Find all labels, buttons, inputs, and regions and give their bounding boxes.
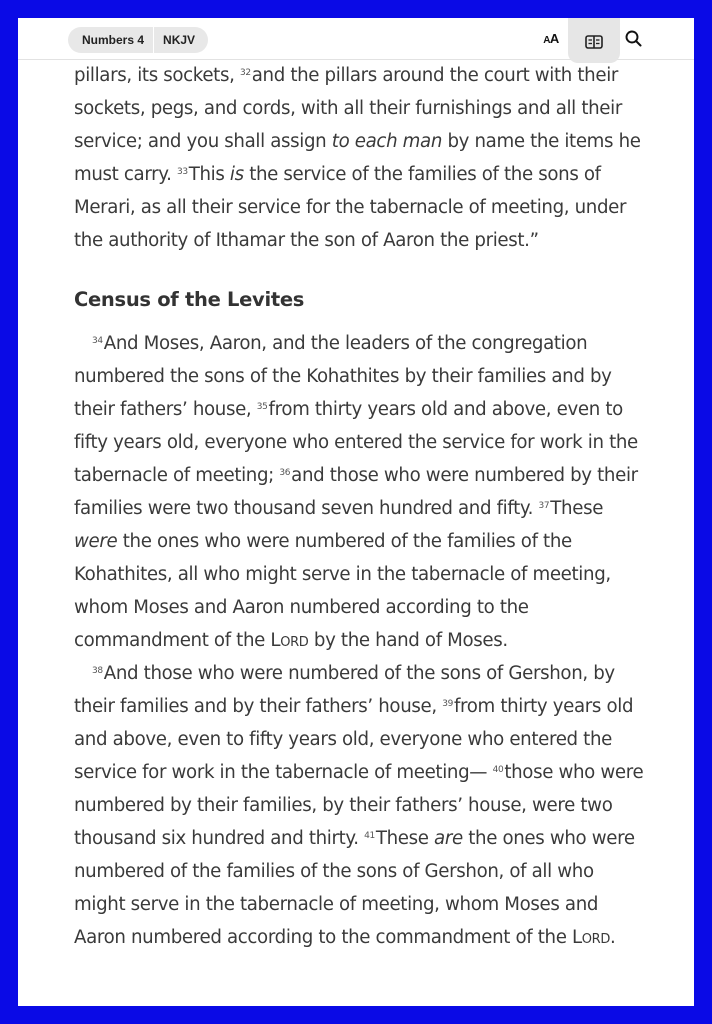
verse-text: And Moses, Aaron, and the leaders of the congregation numbered the sons of the Kohathites by their families and by their fathers’ house, <box>74 333 612 420</box>
verse-text: those who were numbered by their families, by their fathers’ house, were two thousand six hundred and thirty. <box>74 762 644 849</box>
passage-paragraph <box>74 657 649 954</box>
verse-number[interactable]: 32 <box>239 68 251 78</box>
verse-text: This <box>188 164 230 185</box>
verse-number[interactable]: 41 <box>364 831 375 841</box>
divine-name: Lord <box>270 630 309 651</box>
verse-text: by the hand of Moses. <box>308 630 508 651</box>
verse-text: the ones who were numbered of the families of the sons of Gershon, of all who might serve in the tabernacle of meeting, whom Moses and Aaron numbered according to the commandment of the <box>74 828 635 948</box>
verse-text: . <box>609 927 616 948</box>
verse-number[interactable]: 38 <box>92 666 103 676</box>
reader-mode-button[interactable] <box>568 18 620 63</box>
verse-text: and the pillars around the court with their sockets, pegs, and cords, with all their furnishings and all their service; and you shall assign <box>74 65 622 152</box>
verse-text: the ones who were numbered of the families of the Kohathites, all who might serve in the tabernacle of meeting, whom Moses and Aaron numbered according to the commandment of the <box>74 531 611 651</box>
verse-number[interactable]: 37 <box>538 501 550 511</box>
verse-text: from thirty years old and above, even to fifty years old, everyone who entered the service for work in the tabernacle of meeting— <box>74 696 634 783</box>
italic-text: is <box>229 164 244 185</box>
scripture-text <box>74 59 649 954</box>
verse-text: These <box>375 828 435 849</box>
reader-window <box>18 18 694 1006</box>
passage-continuation <box>74 59 649 257</box>
search-button[interactable] <box>620 18 646 59</box>
verse-text: And those who were numbered of the sons of Gershon, by their families and by their fathers’ house, <box>74 663 615 717</box>
book-chapter-button[interactable]: Numbers 4 <box>82 33 145 47</box>
italic-text: to each man <box>331 131 443 152</box>
book-open-icon <box>585 35 603 49</box>
verse-number[interactable]: 40 <box>492 765 504 775</box>
verse-number[interactable]: 36 <box>279 468 291 478</box>
passage-selector <box>68 27 208 53</box>
text-size-button[interactable] <box>536 18 566 59</box>
search-icon <box>625 30 642 47</box>
version-button[interactable]: NKJV <box>153 27 208 53</box>
top-toolbar <box>18 18 694 60</box>
verse-number[interactable]: 39 <box>442 699 453 709</box>
verse-number[interactable]: 35 <box>256 402 268 412</box>
divine-name: Lord <box>571 927 610 948</box>
italic-text: are <box>434 828 463 849</box>
verse-text: by name the items he must carry. <box>74 131 641 185</box>
verse-text: and those who were numbered by their families were two thousand seven hundred and fifty. <box>74 465 638 519</box>
toolbar-actions <box>536 18 694 59</box>
font-size-icon: AA <box>543 31 559 46</box>
verse-text: from thirty years old and above, even to fifty years old, everyone who entered the service for work in the tabernacle of meeting; <box>74 399 638 486</box>
italic-text: were <box>74 531 118 552</box>
verse-number[interactable]: 34 <box>92 336 103 346</box>
verse-text: the service of the families of the sons of Merari, as all their service for the tabernacle of meeting, under the authority of Ithamar the son of Aaron the priest.” <box>74 164 627 251</box>
verse-text: These <box>550 498 604 519</box>
passage-paragraph <box>74 327 649 657</box>
section-heading: Census of the Levites <box>74 288 305 311</box>
verse-text: pillars, its sockets, <box>74 65 240 86</box>
verse-number[interactable]: 33 <box>176 167 188 177</box>
